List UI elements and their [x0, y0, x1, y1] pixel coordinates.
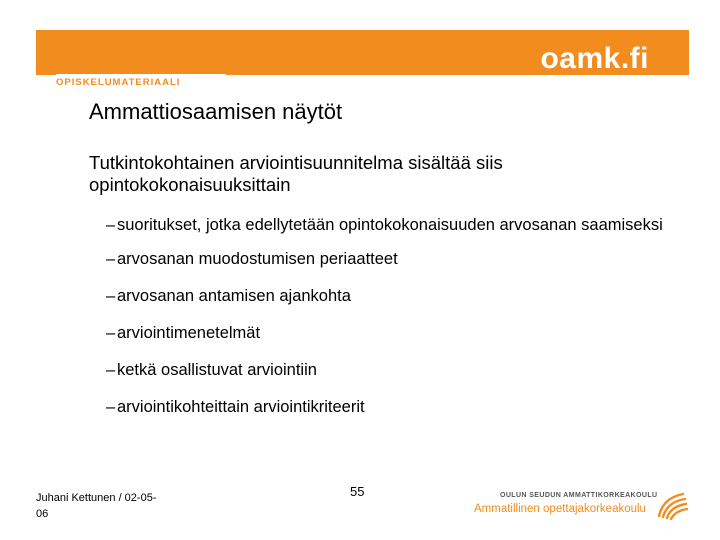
- bullet-text: arviointimenetelmät: [117, 324, 261, 342]
- bullet-marker: –: [106, 287, 116, 305]
- bullet-item: [106, 214, 666, 236]
- bullet-marker: –: [106, 361, 116, 379]
- school-name: OULUN SEUDUN AMMATTIKORKEAKOULU: [500, 492, 658, 499]
- footer-author: Juhani Kettunen / 02-05-06: [36, 492, 157, 520]
- header-banner: [36, 30, 689, 75]
- bullet-marker: –: [106, 324, 116, 342]
- bullet-item: [106, 248, 666, 270]
- page-number: 55: [350, 484, 365, 499]
- school-unit: Ammatillinen opettajakorkeakoulu: [474, 503, 646, 515]
- slide-intro: Tutkintokohtainen arviointisuunnitelma sisältää siis opintokokonaisuuksittain: [89, 152, 503, 195]
- bullet-text: arvosanan antamisen ajankohta: [117, 287, 351, 305]
- bullet-item: [106, 285, 666, 307]
- bullet-marker: –: [106, 216, 116, 234]
- bullet-marker: –: [106, 250, 116, 268]
- school-logo: [474, 490, 689, 520]
- bullet-item: [106, 322, 666, 344]
- bullet-item: [106, 396, 666, 418]
- bullet-text: arviointikohteittain arviointikriteerit: [117, 398, 365, 416]
- brand-logo[interactable]: oamk.fi: [540, 42, 649, 75]
- bullet-marker: –: [106, 398, 116, 416]
- wing-icon: [655, 490, 689, 520]
- bullet-list: [106, 214, 666, 433]
- bullet-item: [106, 359, 666, 381]
- header-subtitle: OPISKELUMATERIAALI: [56, 77, 181, 88]
- bullet-text: ketkä osallistuvat arviointiin: [117, 361, 317, 379]
- slide-title: Ammattiosaamisen näytöt: [89, 99, 343, 124]
- bullet-text: arvosanan muodostumisen periaatteet: [117, 250, 398, 268]
- bullet-text: suoritukset, jotka edellytetään opintokokonaisuuden arvosanan saamiseksi: [117, 216, 663, 234]
